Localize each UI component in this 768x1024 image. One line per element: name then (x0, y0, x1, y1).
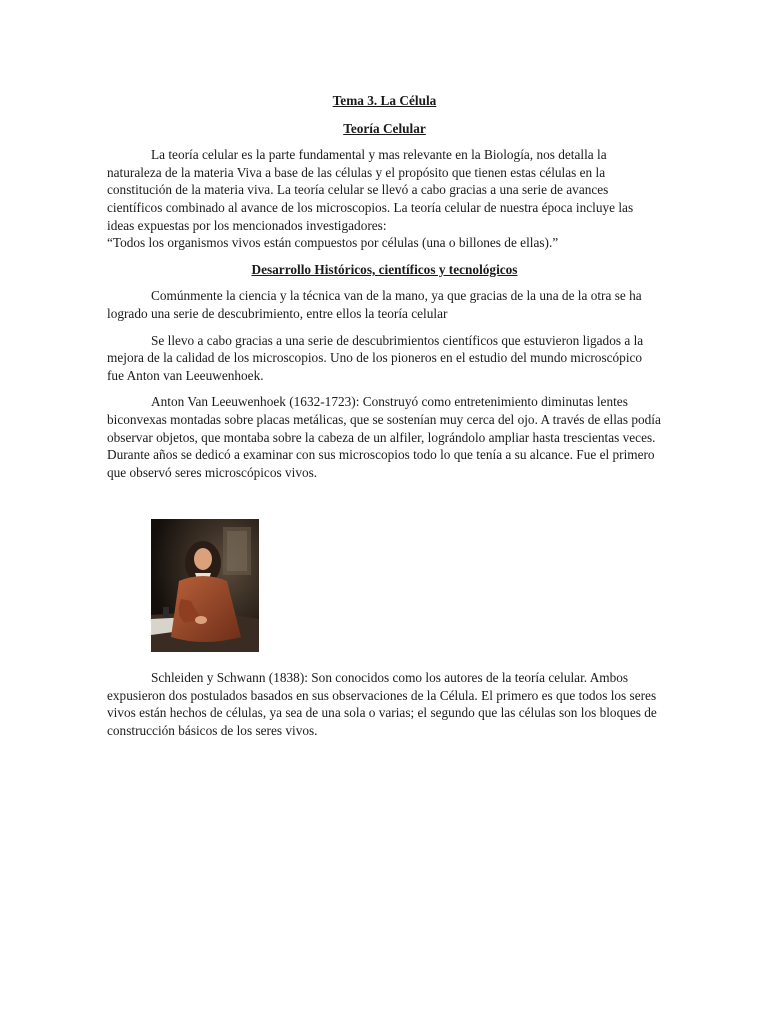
quote-paragraph: “Todos los organismos vivos están compuestos por células (una o billones de ellas).” (107, 235, 559, 251)
paragraph-schleiden-schwann: Schleiden y Schwann (1838): Son conocidos como los autores de la teoría celular. Ambos expusieron dos postulados basados en sus observaciones de la Célula. El primero es que todos los seres vivos están hechos de células, ya sea de una sola o varias; el segundo que las células son los bloques de construcción básicos de los seres vivos. (107, 670, 657, 739)
document-title: Tema 3. La Célula (332, 93, 437, 108)
leeuwenhoek-portrait (151, 519, 259, 652)
paragraph-leeuwenhoek: Anton Van Leeuwenhoek (1632-1723): Construyó como entretenimiento diminutas lentes biconvexas montadas sobre placas metálicas, que se sostenían muy cerca del ojo. A través de ellas podía observar objetos, que montaba sobre la cabeza de un alfiler, lográndolo ampliar hasta trescientas veces. Durante años se dedicó a examinar con sus microscopios todo lo que tenía a su alcance. Fue el primero que observó seres microscópicos vivos. (107, 394, 661, 480)
paragraph-science: Comúnmente la ciencia y la técnica van de la mano, ya que gracias de la una de la otra se ha logrado una serie de descubrimiento, entre ellos la teoría celular (107, 288, 642, 321)
portrait-painting-icon (151, 519, 259, 652)
section-title-teoria-celular: Teoría Celular (343, 120, 426, 136)
intro-paragraph: La teoría celular es la parte fundamental y mas relevante en la Biología, nos detalla la naturaleza de la materia Viva a base de las células y el propósito que tienen estas células en la constitución de la materia viva. La teoría celular se llevó a cabo gracias a una serie de avances científicos combinado al avance de los microscopios. La teoría celular de nuestra época incluye las ideas expuestas por los mencionados investigadores: (107, 147, 634, 233)
paragraph-microscopes: Se llevo a cabo gracias a una serie de descubrimientos científicos que estuvieron ligados a la mejora de la calidad de los microscopios. Uno de los pioneros en el estudio del mundo microscópico fue Anton van Leeuwenhoek. (107, 332, 644, 383)
section-title-desarrollo: Desarrollo Históricos, científicos y tecnológicos (251, 261, 518, 277)
document-page (107, 90, 662, 740)
